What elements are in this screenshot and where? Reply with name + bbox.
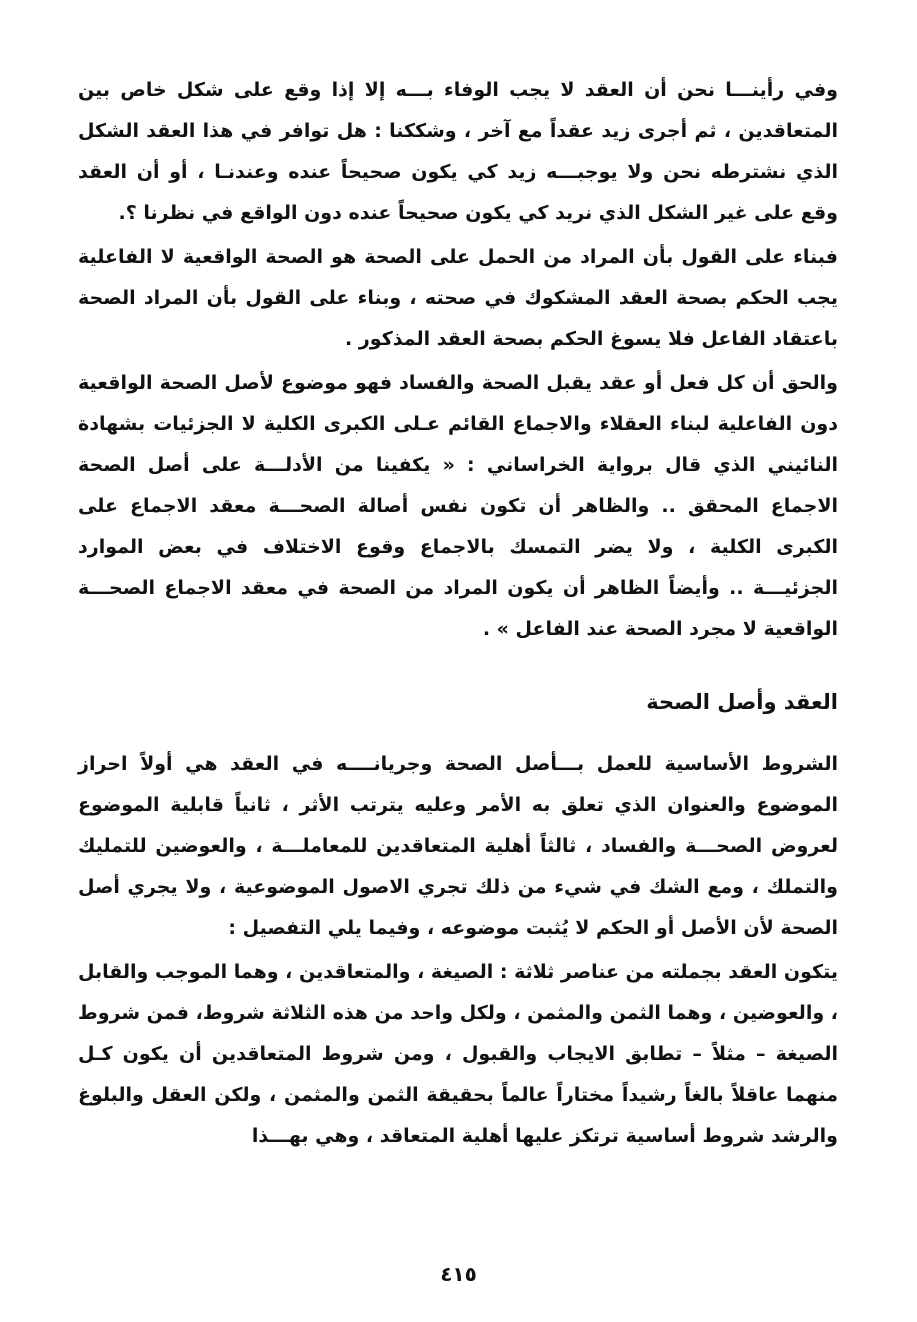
page-body: [78, 70, 838, 1270]
paragraph: فبناء على القول بأن المراد من الحمل على الصحة هو الصحة الواقعية لا الفاعلية يجب الحكم بصحة العقد المشكوك في صحته ، وبناء على القول بأن المراد الصحة باعتقاد الفاعل فلا يسوغ الحكم بصحة العقد المذكور .: [78, 246, 838, 350]
section-heading: العقد وأصل الصحة: [646, 690, 838, 714]
paragraph: الشروط الأساسية للعمل بـــأصل الصحة وجريانــــه في العقد هي أولاً احراز الموضوع والعنوان الذي تعلق به الأمر وعليه يترتب الأثر ، ثانياً قابلية الموضوع لعروض الصحـــة والفساد ، ثالثاً أهلية المتعاقدين للمعاملـــة ، والعوضين للتمليك والتملك ، ومع الشك في شيء من ذلك تجري الاصول الموضوعية ، ولا يجري أصل الصحة لأن الأصل أو الحكم لا يُثبت موضوعه ، وفيما يلي التفصيل :: [78, 753, 838, 939]
page-number: ٤١٥: [440, 1262, 477, 1286]
paragraph: وفي رأينـــا نحن أن العقد لا يجب الوفاء بـــه إلا إذا وقع على شكل خاص بين المتعاقدين ، ثم أجرى زيد عقداً مع آخر ، وشككنا : هل توافر في هذا العقد الشكل الذي نشترطه نحن ولا يوجبـــه زيد كي يكون صحيحاً عنده وعندنـا ، أو أن العقد وقع على غير الشكل الذي نريد كي يكون صحيحاً عنده دون الواقع في نظرنا ؟.: [78, 79, 838, 224]
paragraph: يتكون العقد بجملته من عناصر ثلاثة : الصيغة ، والمتعاقدين ، وهما الموجب والقابل ، والعوضين ، وهما الثمن والمثمن ، ولكل واحد من هذه الثلاثة شروط، فمن شروط الصيغة – مثلاً – تطابق الايجاب والقبول ، ومن شروط المتعاقدين أن يكون كـل منهما عاقلاً بالغاً رشيداً مختاراً عالماً بحقيقة الثمن والمثمن ، ولكن العقل والبلوغ والرشد شروط أساسية ترتكز عليها أهلية المتعاقد ، وهي بهـــذا: [78, 961, 838, 1147]
paragraph: والحق أن كل فعل أو عقد يقبل الصحة والفساد فهو موضوع لأصل الصحة الواقعية دون الفاعلية لبناء العقلاء والاجماع القائم عـلى الكبرى الكلية لا الجزئيات بشهادة النائيني الذي قال برواية الخراساني : « يكفينا من الأدلـــة على أصل الصحة الاجماع المحقق .. والظاهر أن تكون نفس أصالة الصحـــة معقد الاجماع على الكبرى الكلية ، ولا يضر التمسك بالاجماع وقوع الاختلاف في بعض الموارد الجزئيـــة .. وأيضاً الظاهر أن يكون المراد من الصحة في معقد الاجماع الصحـــة الواقعية لا مجرد الصحة عند الفاعل » .: [78, 372, 838, 640]
